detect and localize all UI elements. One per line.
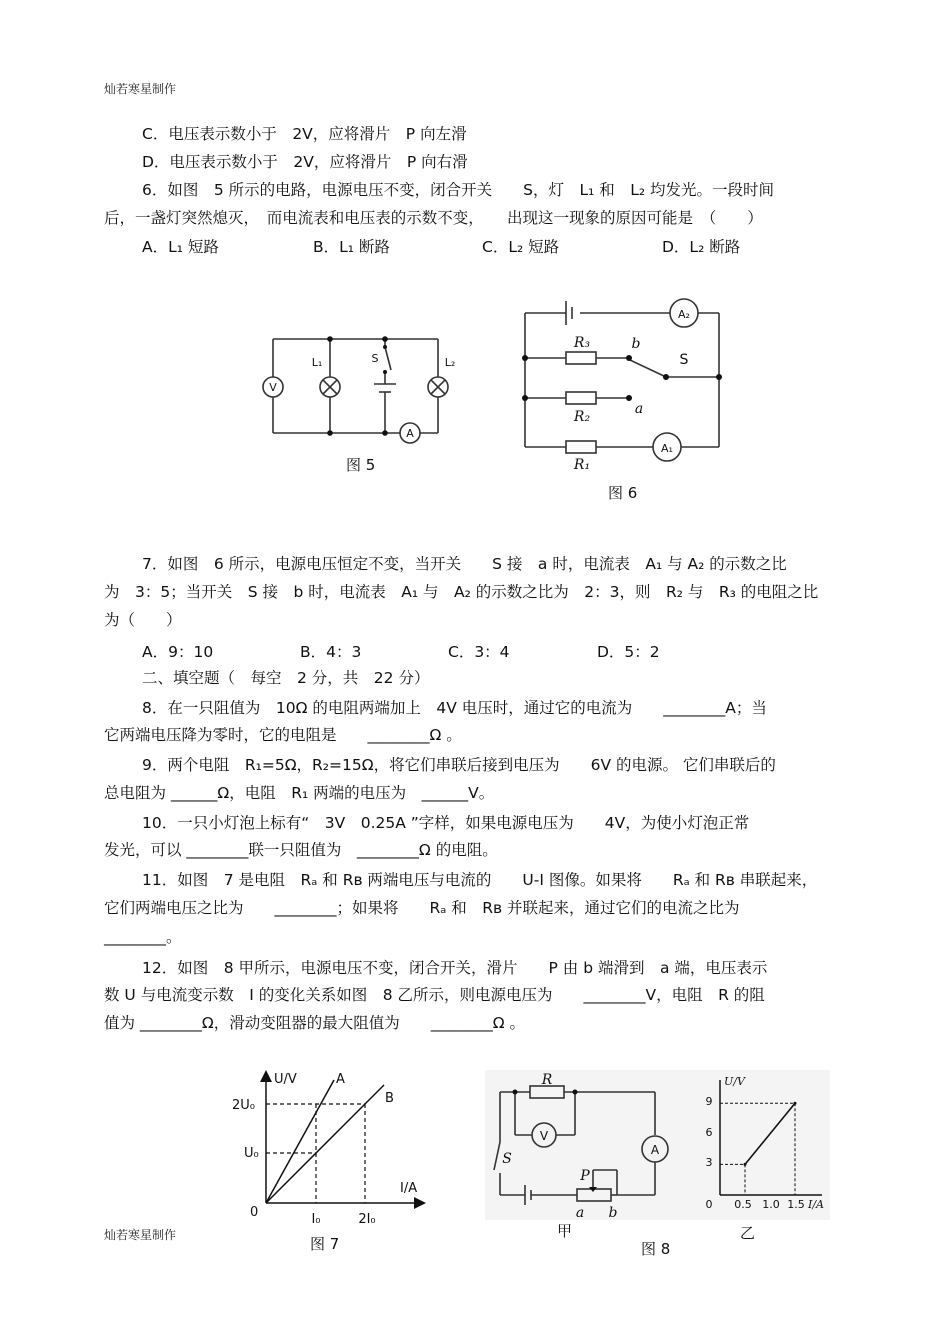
- fig8-voltmeter-label: V: [539, 1129, 549, 1143]
- q9-text-line2: 总电阻为 ______Ω，电阻 R₁ 两端的电压为 ______V。: [104, 784, 495, 802]
- fig8-r-label: R: [541, 1072, 553, 1088]
- fig7-y-axis-label: U/V: [274, 1072, 297, 1087]
- fig6-b-label: b: [631, 336, 641, 352]
- fig8-y-tick-9: 9: [705, 1095, 713, 1108]
- section-2-heading: 二、填空题（ 每空 2 分，共 22 分）: [142, 669, 430, 687]
- fig7-line-a-label: A: [336, 1072, 345, 1087]
- fig8-ammeter-label: A: [650, 1143, 660, 1157]
- fig5-voltmeter-label: V: [269, 381, 277, 394]
- fig6-switch-label: S: [679, 352, 689, 368]
- fig8-data-point-0: [744, 1163, 747, 1166]
- q11-text-line3: ________。: [104, 928, 182, 946]
- q7-option-a: A．9：10: [142, 643, 214, 661]
- fig6-a1-label: A₁: [661, 442, 673, 455]
- fig7-line-b-label: B: [385, 1091, 394, 1106]
- fig7-origin-label: 0: [250, 1205, 259, 1220]
- q12-text-line2: 数 U 与电流变示数 I 的变化关系如图 8 乙所示，则电源电压为 ________V，电阻 R 的阻: [104, 986, 765, 1004]
- figure-6-circuit: [508, 288, 733, 478]
- q6-text-line1: 6．如图 5 所示的电路，电源电压不变，闭合开关 S，灯 L₁ 和 L₂ 均发光。一段时间: [142, 181, 775, 199]
- fig7-tick-u0: U₀: [244, 1146, 259, 1161]
- fig7-tick-2u0: 2U₀: [232, 1098, 255, 1113]
- figure-8-graph: [700, 1070, 830, 1220]
- fig8-x-tick-15: 1.5: [787, 1198, 805, 1211]
- fig8-p-label: P: [580, 1168, 590, 1184]
- fig8-y-tick-6: 6: [705, 1126, 713, 1139]
- q10-text-line2: 发光，可以 ________联一只阻值为 ________Ω 的电阻。: [104, 841, 498, 859]
- figure-8-circuit: [485, 1070, 700, 1240]
- q7-text-line3: 为（ ）: [104, 611, 182, 629]
- q6-option-c: C．L₂ 短路: [482, 238, 560, 256]
- q12-text-line1: 12．如图 8 甲所示，电源电压不变，闭合开关，滑片 P 由 b 端滑到 a 端，电压表示: [142, 959, 768, 977]
- figure-7-caption: 图 7: [310, 1235, 340, 1253]
- fig5-switch-label: S: [371, 352, 379, 365]
- q11-text-line1: 11．如图 7 是电阻 Rₐ 和 Rʙ 两端电压与电流的 U-I 图像。如果将 Rₐ 和 Rʙ 串联起来，: [142, 871, 818, 889]
- fig6-r1-label: R₁: [573, 457, 591, 473]
- fig5-ammeter-label: A: [406, 427, 414, 440]
- q6-option-a: A．L₁ 短路: [142, 238, 219, 256]
- q8-text-line2: 它两端电压降为零时，它的电阻是 ________Ω 。: [104, 726, 462, 744]
- fig5-l1-label: L₁: [311, 356, 323, 369]
- fig6-a-label: a: [634, 401, 644, 417]
- fig8-origin-label: 0: [705, 1198, 713, 1211]
- fig8-x-tick-05: 0.5: [734, 1198, 752, 1211]
- figure-5-caption: 图 5: [346, 456, 376, 474]
- page-footer: 灿若寒星制作: [104, 1228, 177, 1242]
- fig6-r3-label: R₃: [573, 335, 591, 351]
- q6-option-d: D．L₂ 断路: [662, 238, 741, 256]
- fig7-tick-2i0: 2I₀: [358, 1212, 376, 1227]
- q10-text-line1: 10．一只小灯泡上标有“ 3V 0.25A ”字样，如果电源电压为 4V，为使小灯泡正常: [142, 814, 750, 832]
- fig7-x-axis-label: I/A: [400, 1181, 418, 1196]
- q8-text-line1: 8．在一只阻值为 10Ω 的电阻两端加上 4V 电压时，通过它的电流为 ________A；当: [142, 699, 767, 717]
- fig8-a-end-label: a: [575, 1205, 585, 1221]
- fig5-l2-label: L₂: [444, 356, 456, 369]
- fig8-data-point-1: [794, 1102, 797, 1105]
- q12-text-line3: 值为 ________Ω，滑动变阻器的最大阻值为 ________Ω 。: [104, 1014, 526, 1032]
- figure-8-yi-label: 乙: [740, 1224, 756, 1242]
- fig8-b-end-label: b: [608, 1205, 618, 1221]
- figure-8-caption: 图 8: [641, 1240, 671, 1258]
- q6-text-line2: 后，一盏灯突然熄灭， 而电流表和电压表的示数不变， 出现这一现象的原因可能是 （ ）: [104, 209, 763, 227]
- figure-7-graph: [222, 1068, 432, 1228]
- q7-option-b: B．4：3: [300, 643, 362, 661]
- q9-text-line1: 9．两个电阻 R₁=5Ω，R₂=15Ω，将它们串联后接到电压为 6V 的电源。 它们串联后的: [142, 756, 776, 774]
- fig8-y-axis-label: U/V: [724, 1075, 745, 1088]
- fig8-x-axis-label: I/A: [808, 1198, 824, 1211]
- q7-text-line1: 7．如图 6 所示，电源电压恒定不变，当开关 S 接 a 时，电流表 A₁ 与 A₂ 的示数之比: [142, 555, 787, 573]
- q6-option-b: B．L₁ 断路: [313, 238, 390, 256]
- q5-option-c: C．电压表示数小于 2V，应将滑片 P 向左滑: [142, 125, 467, 143]
- fig8-switch-label: S: [502, 1151, 512, 1167]
- page-header: 灿若寒星制作: [104, 82, 177, 96]
- q7-option-d: D．5：2: [597, 643, 660, 661]
- q7-text-line2: 为 3：5；当开关 S 接 b 时，电流表 A₁ 与 A₂ 的示数之比为 2：3，则 R₂ 与 R₃ 的电阻之比: [104, 583, 819, 601]
- q7-option-c: C．3：4: [448, 643, 510, 661]
- fig6-r2-label: R₂: [573, 409, 591, 425]
- fig8-x-tick-10: 1.0: [762, 1198, 780, 1211]
- fig8-y-tick-3: 3: [705, 1156, 713, 1169]
- figure-6-caption: 图 6: [608, 484, 638, 502]
- fig7-line-b: [266, 1085, 384, 1203]
- figure-8-jia-label: 甲: [557, 1222, 573, 1240]
- fig7-tick-i0: I₀: [311, 1212, 321, 1227]
- fig7-line-a: [266, 1080, 334, 1203]
- q11-text-line2: 它们两端电压之比为 ________；如果将 Rₐ 和 Rʙ 并联起来，通过它们的电流之比为: [104, 899, 740, 917]
- q5-option-d: D．电压表示数小于 2V，应将滑片 P 向右滑: [142, 153, 468, 171]
- fig6-a2-label: A₂: [678, 308, 690, 321]
